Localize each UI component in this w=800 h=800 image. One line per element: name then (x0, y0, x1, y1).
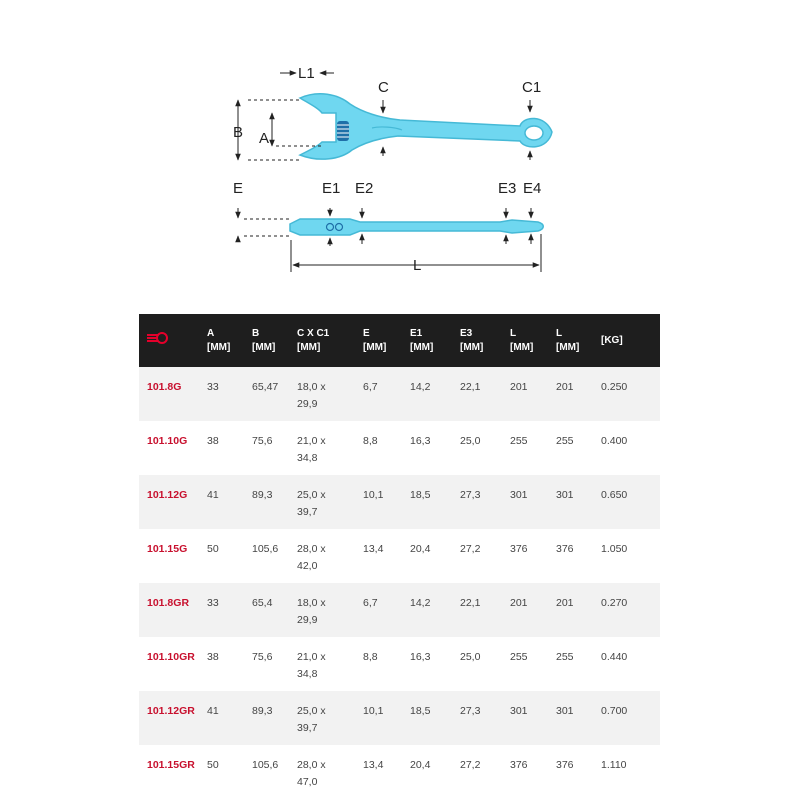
cell-ref[interactable]: 101.10GR (139, 637, 205, 691)
cell-l-2: 301 (554, 475, 599, 529)
cell-e: 10,1 (361, 475, 408, 529)
cell-a: 50 (205, 745, 250, 799)
label-l1: L1 (298, 65, 315, 82)
cell-e1: 14,2 (408, 583, 458, 637)
cell-cxc1: 28,0 x 47,0 (295, 745, 361, 799)
table-row (139, 367, 660, 421)
table-row (139, 691, 660, 745)
cell-l: 301 (508, 475, 554, 529)
cell-ref[interactable]: 101.15GR (139, 745, 205, 799)
cell-a: 41 (205, 475, 250, 529)
cell-cxc1: 21,0 x 34,8 (295, 637, 361, 691)
header-cxc1: C X C1 [MM] (295, 314, 361, 367)
cell-e3: 27,2 (458, 529, 508, 583)
cell-e: 10,1 (361, 691, 408, 745)
cell-e1: 20,4 (408, 529, 458, 583)
cell-ref[interactable]: 101.12G (139, 475, 205, 529)
cell-e: 6,7 (361, 583, 408, 637)
cell-l-2: 376 (554, 745, 599, 799)
header-l: L [MM] (508, 314, 554, 367)
cell-b: 75,6 (250, 421, 295, 475)
cell-kg: 1.110 (599, 745, 660, 799)
table-row (139, 529, 660, 583)
cell-l-2: 301 (554, 691, 599, 745)
cell-b: 75,6 (250, 637, 295, 691)
cell-kg: 0.650 (599, 475, 660, 529)
cell-a: 33 (205, 367, 250, 421)
cell-cxc1: 25,0 x 39,7 (295, 691, 361, 745)
label-e3: E3 (498, 180, 517, 197)
cell-e1: 20,4 (408, 745, 458, 799)
cell-l: 255 (508, 637, 554, 691)
cell-l-2: 201 (554, 583, 599, 637)
cell-kg: 0.700 (599, 691, 660, 745)
cell-b: 65,47 (250, 367, 295, 421)
cell-e3: 22,1 (458, 583, 508, 637)
cell-e: 8,8 (361, 637, 408, 691)
label-e4: E4 (523, 180, 542, 197)
cell-e3: 27,2 (458, 745, 508, 799)
wrench-side-view (290, 219, 543, 235)
cell-a: 50 (205, 529, 250, 583)
cell-a: 38 (205, 637, 250, 691)
cell-l-2: 255 (554, 421, 599, 475)
cell-e3: 25,0 (458, 421, 508, 475)
header-a: A [MM] (205, 314, 250, 367)
wrench-icon (147, 332, 169, 344)
cell-l: 201 (508, 367, 554, 421)
cell-e1: 14,2 (408, 367, 458, 421)
dimension-labels (233, 65, 541, 274)
cell-l: 376 (508, 529, 554, 583)
header-e3: E3 [MM] (458, 314, 508, 367)
cell-ref[interactable]: 101.8G (139, 367, 205, 421)
cell-a: 41 (205, 691, 250, 745)
header-ref (139, 314, 205, 367)
cell-e3: 25,0 (458, 637, 508, 691)
header-l-2: L [MM] (554, 314, 599, 367)
label-c: C (378, 79, 389, 96)
table-row (139, 637, 660, 691)
table-row (139, 421, 660, 475)
table-row (139, 583, 660, 637)
header-kg: [KG] (599, 314, 660, 367)
table-header-row (139, 314, 660, 367)
cell-l-2: 376 (554, 529, 599, 583)
cell-kg: 0.270 (599, 583, 660, 637)
spec-table (139, 314, 660, 799)
label-l: L (413, 257, 422, 274)
cell-b: 89,3 (250, 691, 295, 745)
ring-hole (525, 126, 543, 140)
worm-screw (337, 121, 349, 141)
cell-cxc1: 18,0 x 29,9 (295, 367, 361, 421)
cell-ref[interactable]: 101.8GR (139, 583, 205, 637)
cell-a: 33 (205, 583, 250, 637)
cell-e: 6,7 (361, 367, 408, 421)
cell-b: 105,6 (250, 529, 295, 583)
cell-kg: 0.440 (599, 637, 660, 691)
cell-b: 89,3 (250, 475, 295, 529)
cell-e3: 27,3 (458, 691, 508, 745)
cell-l-2: 201 (554, 367, 599, 421)
cell-kg: 0.250 (599, 367, 660, 421)
cell-b: 65,4 (250, 583, 295, 637)
header-e: E [MM] (361, 314, 408, 367)
label-a: A (259, 130, 270, 147)
label-e: E (233, 180, 244, 197)
cell-l-2: 255 (554, 637, 599, 691)
table-row (139, 745, 660, 799)
cell-cxc1: 18,0 x 29,9 (295, 583, 361, 637)
cell-ref[interactable]: 101.15G (139, 529, 205, 583)
cell-e1: 16,3 (408, 421, 458, 475)
wrench-side-shape (290, 219, 543, 235)
cell-l: 201 (508, 583, 554, 637)
wrench-dimension-diagram (0, 0, 800, 300)
cell-e: 8,8 (361, 421, 408, 475)
cell-e: 13,4 (361, 745, 408, 799)
cell-e: 13,4 (361, 529, 408, 583)
cell-ref[interactable]: 101.12GR (139, 691, 205, 745)
cell-ref[interactable]: 101.10G (139, 421, 205, 475)
cell-b: 105,6 (250, 745, 295, 799)
cell-cxc1: 21,0 x 34,8 (295, 421, 361, 475)
label-b: B (233, 124, 244, 141)
cell-kg: 0.400 (599, 421, 660, 475)
cell-e3: 27,3 (458, 475, 508, 529)
label-c1: C1 (522, 79, 542, 96)
label-e1: E1 (322, 180, 341, 197)
cell-l: 301 (508, 691, 554, 745)
cell-l: 376 (508, 745, 554, 799)
cell-l: 255 (508, 421, 554, 475)
cell-cxc1: 25,0 x 39,7 (295, 475, 361, 529)
header-e1: E1 [MM] (408, 314, 458, 367)
cell-cxc1: 28,0 x 42,0 (295, 529, 361, 583)
header-b: B [MM] (250, 314, 295, 367)
cell-e1: 18,5 (408, 475, 458, 529)
cell-kg: 1.050 (599, 529, 660, 583)
table-row (139, 475, 660, 529)
cell-e3: 22,1 (458, 367, 508, 421)
cell-e1: 16,3 (408, 637, 458, 691)
cell-a: 38 (205, 421, 250, 475)
side-view-dimensions (238, 208, 541, 272)
label-e2: E2 (355, 180, 374, 197)
cell-e1: 18,5 (408, 691, 458, 745)
wrench-top-view (300, 94, 552, 159)
